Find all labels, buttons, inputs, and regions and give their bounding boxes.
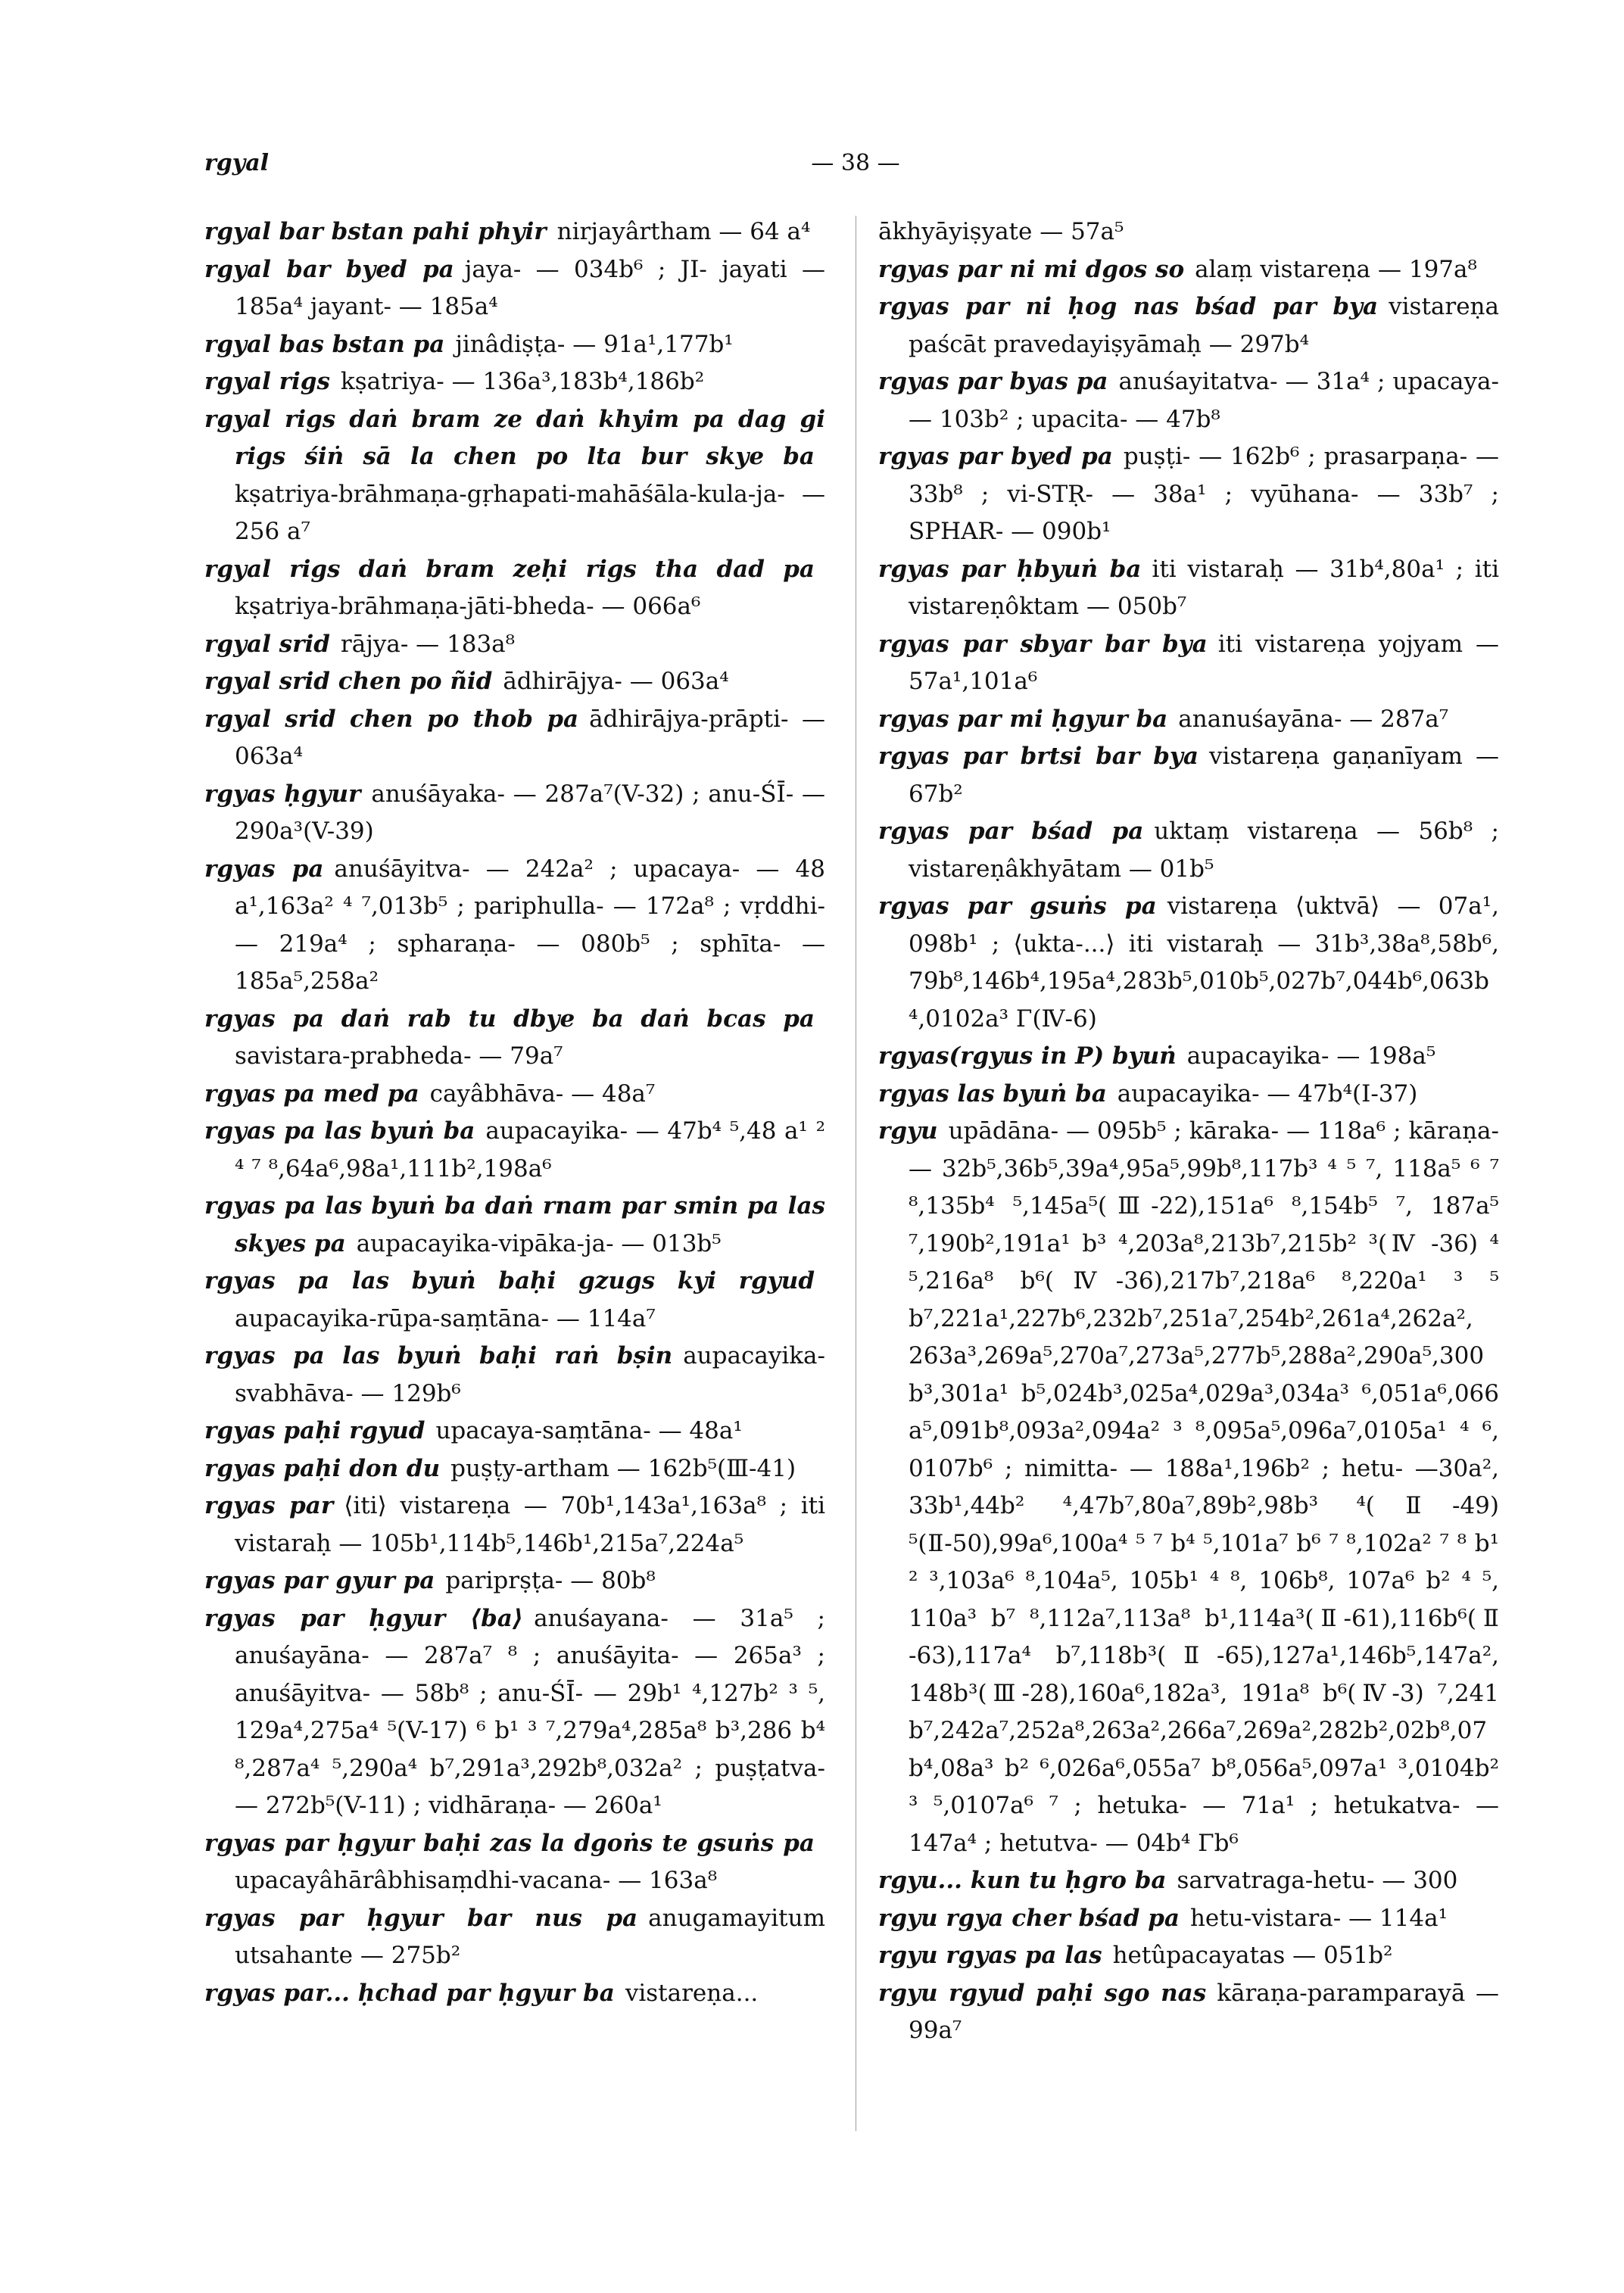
entry-headword: rgyas las byuṅ ba [878,1080,1107,1108]
dictionary-entry [204,1975,825,2013]
entry-headword: rgyas par mi ḥgyur ba [878,705,1168,733]
entry-text: anuśāyitva- — 242a² ; upacaya- — 48 a¹,163a² ⁴ ⁷,013b⁵ ; pariphulla- — 172a⁸ ; vṛddhi- — 219a⁴ ; spharaṇa- — 080b⁵ ; sphīta- — 185a⁵,258a² [235,855,825,995]
dictionary-entry [878,1076,1499,1114]
entry-headword: rgyas par bśad pa [878,818,1144,845]
entry-text: ananuśayāna- — 287a⁷ [1178,705,1449,733]
dictionary-entry [878,288,1499,363]
dictionary-entry [204,851,825,1001]
dictionary-entry [878,888,1499,1038]
dictionary-entry [204,1338,825,1413]
entry-headword: rgyas paḥi don du [204,1454,441,1482]
entry-text: vistareṇa gaṇanīyam — 67b² [909,743,1499,808]
entry-headword: rgyal rigs [204,368,330,395]
dictionary-entry [878,1038,1499,1076]
running-head: rgyal [204,150,270,176]
entry-text: aupacayika-rūpa-saṃtāna- — 114a⁷ [235,1304,656,1332]
dictionary-entry [878,1113,1499,1862]
entry-headword: rgyal bar bstan pahi phyir [204,218,547,245]
entry-headword: rgyu [878,1117,938,1145]
entry-text: jinâdiṣṭa- — 91a¹,177b¹ [455,330,734,358]
entry-headword: rgyal srid chen po ñid [204,668,493,695]
entry-text: cayâbhāva- — 48a⁷ [429,1080,656,1108]
dictionary-entry [204,1450,825,1488]
entry-text: upacayâhārâbhisaṃdhi-vacana- — 163a⁸ [235,1867,718,1894]
dictionary-entry [204,1001,825,1076]
entry-text: vistareṇa paścāt pravedayiṣyāmaḥ — 297b⁴ [909,293,1499,358]
entry-headword: rgyas par ḥgyur bar nus pa [204,1904,638,1932]
dictionary-entry [878,251,1499,289]
dictionary-entry [878,1862,1499,1900]
entry-text: alaṃ vistareṇa — 197a⁸ [1195,255,1477,283]
entry-headword: rgyu rgyas pa las [878,1942,1102,1969]
entry-text: aupacayika- — 47b⁴(Ⅰ-37) [1117,1080,1418,1108]
dictionary-entry [878,438,1499,551]
dictionary-entry [204,626,825,664]
dictionary-entry [878,701,1499,739]
entry-headword: rgyal srid [204,630,330,658]
entry-text: upādāna- — 095b⁵ ; kāraka- — 118a⁶ ; kāraṇa- — 32b⁵,36b⁵,39a⁴,95a⁵,99b⁸,117b³ ⁴ ⁵ ⁷, 118a⁵ ⁶ ⁷ ⁸,135b⁴ ⁵,145a⁵(Ⅲ-22),151a⁶ ⁸,154b⁵ ⁷, 187a⁵ ⁷,190b²,191a¹ b³ ⁴,203a⁸,213b⁷,215b² ³(Ⅳ -36) ⁴ ⁵,216a⁸ b⁶(Ⅳ-36),217b⁷,218a⁶ ⁸,220a¹ ³ ⁵ b⁷,221a¹,227b⁶,232b⁷,251a⁷,254b²,261a⁴,262a², 263a³,269a⁵,270a⁷,273a⁵,277b⁵,288a²,290a⁵,300 b³,301a¹ b⁵,024b³,025a⁴,029a³,034a³ ⁶,051a⁶,066 a⁵,091b⁸,093a²,094a² ³ ⁸,095a⁵,096a⁷,0105a¹ ⁴ ⁶, 0107b⁶ ; nimitta- — 188a¹,196b² ; hetu- —30a², 33b¹,44b² ⁴,47b⁷,80a⁷,89b²,98b³ ⁴(Ⅱ-49) ⁵(Ⅱ-50),99a⁶,100a⁴ ⁵ ⁷ b⁴ ⁵,101a⁷ b⁶ ⁷ ⁸,102a² ⁷ ⁸ b¹ ² ³,103a⁶ ⁸,104a⁵, 105b¹ ⁴ ⁸, 106b⁸, 107a⁶ b² ⁴ ⁵, 110a³ b⁷ ⁸,112a⁷,113a⁸ b¹,114a³(Ⅱ-61),116b⁶(Ⅱ -63),117a⁴ b⁷,118b³(Ⅱ-65),127a¹,146b⁵,147a², 148b³(Ⅲ-28),160a⁶,182a³, 191a⁸ b⁶(Ⅳ-3) ⁷,241 b⁷,242a⁷,252a⁸,263a²,266a⁷,269a²,282b²,02b⁸,07 b⁴,08a³ b² ⁶,026a⁶,055a⁷ b⁸,056a⁵,097a¹ ³,0104b² ³ ⁵,0107a⁶ ⁷ ; hetuka- — 71a¹ ; hetukatva- — 147a⁴ ; hetutva- — 04b⁴ Γb⁶ [909,1117,1499,1857]
entry-text: iti vistareṇa yojyam — 57a¹,101a⁶ [909,630,1499,695]
entry-headword: rgyas pa las byuṅ baḥi raṅ bṣin [204,1342,673,1369]
entry-text: nirjayârtham — 64 a⁴ [556,218,811,245]
dictionary-entry [204,1562,825,1600]
dictionary-entry [204,551,825,626]
entry-headword: rgyal srid chen po thob pa [204,705,579,733]
dictionary-entry [204,776,825,851]
entry-text: sarvatraga-hetu- — 300 [1177,1867,1458,1894]
page-number: — 38 — [811,150,900,176]
dictionary-entry [204,1263,825,1338]
entry-text: aupacayika- — 198a⁵ [1186,1042,1436,1070]
entry-headword: rgyas par ḥgyur baḥi zas la dgoṅs te gsuṅs pa [204,1829,815,1857]
entry-text: puṣṭy-artham — 162b⁵(Ⅲ-41) [450,1454,796,1482]
dictionary-entry [204,1825,825,1900]
dictionary-entry [204,213,825,251]
entry-text: puṣṭi- — 162b⁶ ; prasarpaṇa- — 33b⁸ ; vi-STṚ- — 38a¹ ; vyūhana- — 33b⁷ ; SPHAR- — 090b¹ [909,443,1499,545]
entry-headword: rgyas par byed pa [878,443,1113,470]
entry-text: aupacayika-svabhāva- — 129b⁶ [235,1342,825,1407]
entry-text: savistara-prabheda- — 79a⁷ [235,1042,563,1070]
dictionary-entry [204,663,825,701]
entry-headword: rgyas ḥgyur [204,780,361,808]
entry-text: iti vistaraḥ — 31b⁴,80a¹ ; iti vistareṇôktam — 050b⁷ [909,555,1499,620]
entry-headword: rgyas pa med pa [204,1080,419,1108]
entry-headword: rgyas paḥi rgyud [204,1417,425,1444]
entry-text: anugamayitum utsahante — 275b² [235,1904,825,1969]
entry-headword: rgyas par ḥgyur ⟨ba⟩ [204,1604,524,1632]
entry-headword: rgyas par [204,1492,334,1519]
entry-headword: rgyas par sbyar bar bya [878,630,1208,658]
dictionary-entry [204,363,825,401]
right-column [878,213,1499,2050]
entry-text: anuśāyaka- — 287a⁷(V-32) ; anu-ŚĪ- — 290a³(V-39) [235,780,825,845]
dictionary-entry [878,813,1499,888]
dictionary-entry [878,626,1499,701]
entry-headword: rgyas par gsuṅs pa [878,893,1157,920]
entry-text: kṣatriya-brāhmaṇa-jāti-bheda- — 066a⁶ [235,593,701,620]
dictionary-entry [204,401,825,551]
dictionary-entry [878,213,1499,251]
dictionary-entry [204,1488,825,1562]
dictionary-entry [878,738,1499,813]
entry-headword: rgyas(rgyus in P) byuṅ [878,1042,1177,1070]
dictionary-entry [204,251,825,326]
entry-headword: rgyal rigs daṅ bram zeḥi rigs tha dad pa [204,555,815,583]
dictionary-entry [204,1076,825,1114]
entry-headword: rgyas pa las byuṅ baḥi gzugs kyi rgyud [204,1267,815,1294]
entry-headword: rgyu rgya cher bśad pa [878,1904,1180,1932]
dictionary-entry [878,1900,1499,1938]
entry-headword: rgyas par brtsi bar bya [878,743,1199,770]
page-header [0,150,1624,188]
entry-headword: rgyas par gyur pa [204,1567,435,1594]
entry-headword: rgyas par ḥbyuṅ ba [878,555,1142,583]
dictionary-entry [204,326,825,364]
dictionary-entry [878,1937,1499,1975]
entry-headword: rgyas par byas pa [878,368,1108,395]
entry-headword: rgyal rigs daṅ bram ze daṅ khyim pa dag gi rigs śiṅ sā la chen po lta bur skye ba [204,405,825,470]
entry-headword: rgyu rgyud paḥi sgo nas [878,1979,1207,2007]
entry-text: ādhirājya-prāpti- — 063a⁴ [235,705,825,770]
entry-text: rājya- — 183a⁸ [340,630,516,658]
dictionary-entry [204,1600,825,1825]
entry-headword: rgyas pa las byuṅ ba [204,1117,475,1145]
entry-headword: rgyal bar byed pa [204,255,454,283]
entry-text: upacaya-saṃtāna- — 48a¹ [435,1417,743,1444]
dictionary-entry [204,1113,825,1188]
entry-text: kāraṇa-paramparayā — 99a⁷ [909,1979,1499,2044]
entry-text: ādhirājya- — 063a⁴ [503,668,729,695]
entry-text: jaya- — 034b⁶ ; JI- jayati — 185a⁴ jayant- — 185a⁴ [235,255,825,320]
entry-headword: rgyas par... ḥchad par ḥgyur ba [204,1979,615,2007]
entry-text: vistareṇa... [625,1979,759,2007]
entry-text: ākhyāyiṣyate — 57a⁵ [878,218,1124,245]
dictionary-entry [878,363,1499,438]
entry-headword: rgyas pa daṅ rab tu dbye ba daṅ bcas pa [204,1005,815,1033]
entry-headword: rgyas pa las byuṅ ba daṅ rnam par smin pa las skyes pa [204,1192,825,1257]
entry-headword: rgyas par ni ḥog nas bśad par bya [878,293,1379,320]
entry-text: hetûpacayatas — 051b² [1112,1942,1393,1969]
entry-headword: rgyas par ni mi dgos so [878,255,1185,283]
entry-headword: rgyas pa [204,855,324,883]
dictionary-entry [204,1900,825,1975]
dictionary-entry [204,1413,825,1450]
dictionary-entry [204,701,825,776]
entry-text: kṣatriya-brāhmaṇa-gṛhapati-mahāśāla-kula-ja- — 256 a⁷ [235,480,825,545]
dictionary-entry [878,551,1499,626]
entry-text: anuśayitatva- — 31a⁴ ; upacaya- — 103b² ; upacita- — 47b⁸ [909,368,1500,433]
entry-text: ⟨iti⟩ vistareṇa — 70b¹,143a¹,163a⁸ ; iti vistaraḥ — 105b¹,114b⁵,146b¹,215a⁷,224a⁵ [235,1492,825,1557]
dictionary-entry [204,1188,825,1263]
entry-text: kṣatriya- — 136a³,183b⁴,186b² [340,368,705,395]
entry-headword: rgyal bas bstan pa [204,330,445,358]
dictionary-entry [878,1975,1499,2050]
entry-text: vistareṇa ⟨uktvā⟩ — 07a¹, 098b¹ ; ⟨ukta-...⟩ iti vistaraḥ — 31b³,38a⁸,58b⁶, 79b⁸,146b⁴,195a⁴,283b⁵,010b⁵,027b⁷,044b⁶,063b ⁴,0102a³ Γ(Ⅳ-6) [909,893,1499,1033]
entry-text: aupacayika-vipāka-ja- — 013b⁵ [356,1229,722,1257]
entry-text: aupacayika- — 47b⁴ ⁵,48 a¹ ² ⁴ ⁷ ⁸,64a⁶,98a¹,111b²,198a⁶ [235,1117,825,1182]
entry-text: uktaṃ vistareṇa — 56b⁸ ; vistareṇâkhyātam — 01b⁵ [909,818,1499,883]
entry-text: anuśayana- — 31a⁵ ; anuśayāna- — 287a⁷ ⁸ ; anuśāyita- — 265a³ ; anuśāyitva- — 58b⁸ ; anu-ŚĪ- — 29b¹ ⁴,127b² ³ ⁵, 129a⁴,275a⁴ ⁵(V-17) ⁶ b¹ ³ ⁷,279a⁴,285a⁸ b³,286 b⁴ ⁸,287a⁴ ⁵,290a⁴ b⁷,291a³,292b⁸,032a² ; puṣṭatva- — 272b⁵(V-11) ; vidhāraṇa- — 260a¹ [235,1604,825,1819]
entry-text: hetu-vistara- — 114a¹ [1189,1904,1448,1932]
entry-headword: rgyu... kun tu ḥgro ba [878,1867,1167,1894]
left-column [204,213,825,2012]
entry-text: pariprṣṭa- — 80b⁸ [445,1567,656,1594]
